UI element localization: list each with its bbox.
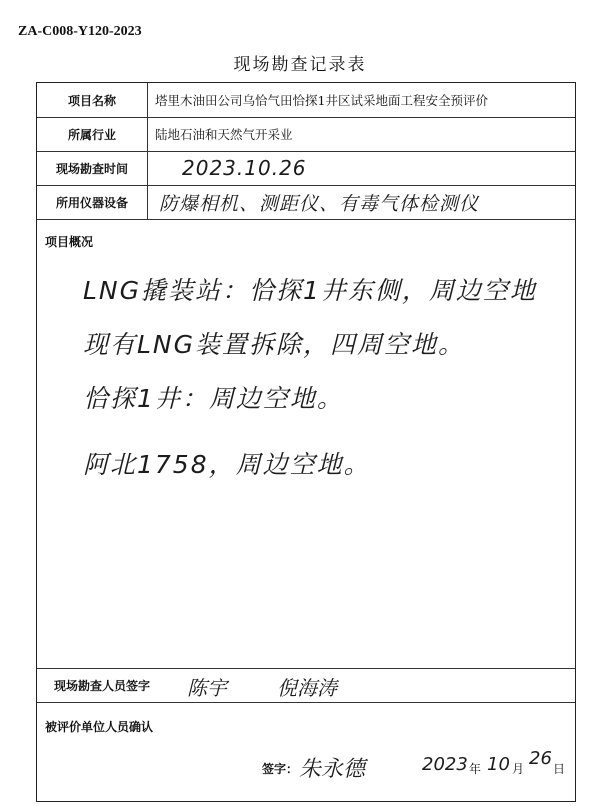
overview-line-4: 阿北1758，周边空地。 xyxy=(83,450,371,479)
inspector-signature-1: 陈宇 xyxy=(187,676,227,700)
confirm-section xyxy=(37,702,575,801)
confirm-label: 被评价单位人员确认 xyxy=(45,720,154,734)
document-id: ZA-C008-Y120-2023 xyxy=(18,24,142,39)
row-project-name xyxy=(37,83,575,118)
month-unit: 月 xyxy=(512,762,525,776)
year-unit: 年 xyxy=(469,762,482,776)
project-name-label: 项目名称 xyxy=(37,83,148,117)
project-name-value: 塔里木油田公司乌恰气田恰探1井区试采地面工程安全预评价 xyxy=(155,93,488,108)
form-title: 现场勘查记录表 xyxy=(233,55,367,75)
survey-time-value: 2023.10.26 xyxy=(182,156,307,180)
date-day: 26 xyxy=(529,748,552,769)
row-equipment xyxy=(37,185,575,220)
row-inspectors xyxy=(37,668,575,703)
equipment-label: 所用仪器设备 xyxy=(37,185,148,219)
inspector-signature-2: 倪海涛 xyxy=(277,676,337,700)
row-industry xyxy=(37,117,575,152)
sign-label: 签字： xyxy=(262,762,299,776)
equipment-value: 防爆相机、测距仪、有毒气体检测仪 xyxy=(159,192,480,215)
survey-time-label: 现场勘查时间 xyxy=(37,151,148,185)
overview-line-3: 恰探1井：周边空地。 xyxy=(83,384,344,413)
overview-label: 项目概况 xyxy=(45,235,94,249)
record-table xyxy=(36,82,576,802)
inspectors-label: 现场勘查人员签字 xyxy=(53,678,150,693)
overview-line-2: 现有LNG装置拆除，四周空地。 xyxy=(83,330,466,359)
overview-section xyxy=(37,219,575,669)
date-month: 10 xyxy=(487,754,510,775)
industry-value: 陆地石油和天然气开采业 xyxy=(155,127,293,142)
row-survey-time xyxy=(37,151,575,186)
overview-line-1: LNG撬装站：恰探1井东侧，周边空地 xyxy=(83,276,537,305)
date-year: 2023 xyxy=(422,754,468,775)
confirm-signature: 朱永德 xyxy=(299,757,366,782)
day-unit: 日 xyxy=(553,762,566,776)
industry-label: 所属行业 xyxy=(37,117,148,151)
